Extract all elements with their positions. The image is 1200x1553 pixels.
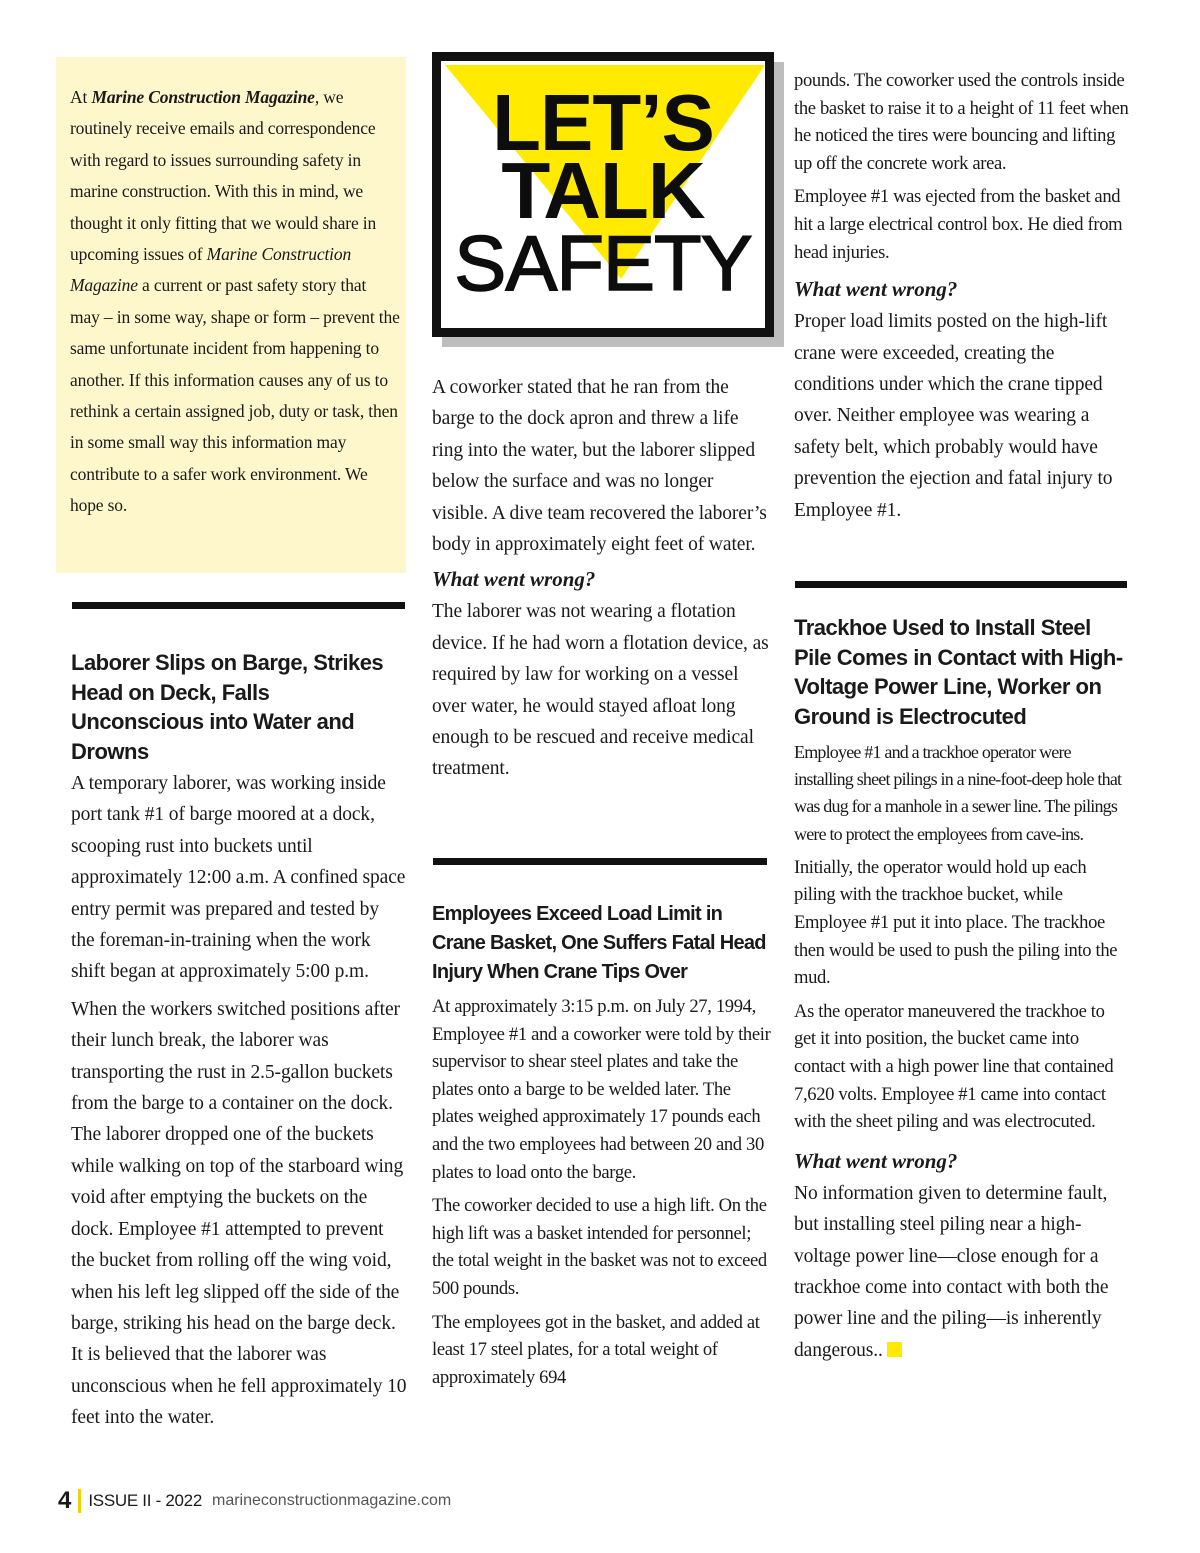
page-number: 4 [58,1487,72,1514]
end-of-article-square-icon [887,1342,902,1357]
story-1-what-went-wrong-text: The laborer was not wearing a flotation device. If he had worn a flotation device, as required by law for working on a vessel over water, he would stayed afloat long enough to be rescued and receive medical treatment. [432,601,769,780]
story-1-continued-text: A coworker stated that he ran from the barge to the dock apron and threw a life ring into the water, but the laborer slipped below the surface and was no longer visible. A dive team recovered the laborer’s body in approximately eight feet of water. [432,377,767,556]
logo-line-lets: LET’S [492,78,714,167]
section-rule-1 [72,602,405,609]
story-2-what-went-wrong-text: Proper load limits posted on the high-lift crane were exceeded, creating the conditions under which the crane tipped over. Neither employee was wearing a safety belt, which probably would have prevention the ejection and fatal injury to Employee #1. [794,311,1113,521]
story-1-continued [432,372,772,791]
logo-line-safety: SAFETY [454,219,752,307]
story-1-headline: Laborer Slips on Barge, Strikes Head on Deck, Falls Unconscious into Water and Drowns [71,650,384,764]
story-3-paragraph: As the operator maneuvered the trackhoe to get it into position, the bucket came into contact with a high power line that contained 7,620 volts. Employee #1 came into contact with the sheet piling and was electrocuted. [794,1000,1114,1133]
story-1-what-went-wrong-heading: What went wrong? [432,567,596,592]
story-3-headline: Trackhoe Used to Install Steel Pile Comes in Contact with High-Voltage Power Line, Worker on Ground is Electrocuted [794,615,1123,729]
story-2-continued [794,67,1129,532]
story-2-continued-text: pounds. The coworker used the controls inside the basket to raise it to a height of 11 feet when he noticed the tires were bouncing and lifting up off the concrete work area. [794,70,1129,174]
footer-divider [78,1489,81,1513]
section-rule-3 [795,581,1127,588]
issue-label: ISSUE II - 2022 [88,1491,202,1510]
story-2 [432,900,772,1397]
intro-text: At Marine Construction Magazine, we routinely receive emails and correspondence with regard to issues surrounding safety in marine construction. With this in mind, we thought it only fitting that we would share in upcoming issues of Marine Construction Magazine a current or past safety story that may – in some way, shape or form – prevent the same unfortunate incident from happening to another. If this information causes any of us to rethink a certain assigned job, duty or task, then in some small way this information may contribute to a safer work environment. We hope so. [70,87,400,516]
story-2-paragraph: At approximately 3:15 p.m. on July 27, 1994, Employee #1 and a coworker were told by their supervisor to shear steel plates and take the plates onto a barge to be welded later. The plates weighed approximately 17 pounds each and the two employees had between 20 and 30 plates to load onto the barge. [432,996,771,1183]
story-1-paragraph: When the workers switched positions after their lunch break, the laborer was transporting the rust in 2.5-gallon buckets from the barge to a container on the dock. The laborer dropped one of the buckets while walking on top of the starboard wing void after emptying the buckets on the dock. Employee #1 attempted to prevent the bucket from rolling off the wing void, when his left leg slipped off the side of the barge, striking his head on the barge deck. It is believed that the laborer was unconscious when he fell approximately 10 feet into the water. [71,998,407,1429]
story-3-paragraph: Initially, the operator would hold up each piling with the trackhoe bucket, while Employee #1 put it into place. The trackhoe then would be used to push the piling into the mud. [794,856,1118,989]
magazine-name-2: Marine Construction Magazine [70,244,352,296]
page-footer [58,1487,451,1517]
section-rule-2 [433,858,767,865]
story-2-headline: Employees Exceed Load Limit in Crane Basket, One Suffers Fatal Head Injury When Crane Tips Over [432,903,766,983]
magazine-name: Marine Construction Magazine [91,87,315,107]
logo-line-talk: TALK [501,146,705,235]
story-1 [71,648,407,1440]
story-2-continued-text: Employee #1 was ejected from the basket and hit a large electrical control box. He died from head injuries. [794,186,1123,263]
story-3-what-went-wrong-text: No information given to determine fault, but installing steel piling near a high-voltage power line—close enough for a trackhoe come into contact with both the power line and the piling—is inherently dangerous.. [794,1182,1109,1361]
story-3-paragraph: Employee #1 and a trackhoe operator were installing sheet pilings in a nine-foot-deep hole that was dug for a manhole in a sewer line. The pilings were to protect the employees from cave-ins. [794,742,1122,844]
story-2-paragraph: The coworker decided to use a high lift. On the high lift was a basket intended for personnel; the total weight in the basket was not to exceed 500 pounds. [432,1195,767,1299]
intro-box [56,57,406,573]
story-3 [794,613,1129,1372]
story-3-what-went-wrong-heading: What went wrong? [794,1148,958,1173]
story-1-paragraph: A temporary laborer, was working inside port tank #1 of barge moored at a dock, scooping rust into buckets until approximately 12:00 a.m. A confined space entry permit was prepared and tested by the foreman-in-training when the work shift began at approximately 5:00 p.m. [71,773,406,983]
story-2-what-went-wrong-heading: What went wrong? [794,277,958,302]
magazine-url: marineconstructionmagazine.com [211,1492,452,1509]
lets-talk-safety-logo [432,52,774,337]
story-2-paragraph: The employees got in the basket, and added at least 17 steel plates, for a total weight of approximately 694 [432,1311,760,1388]
